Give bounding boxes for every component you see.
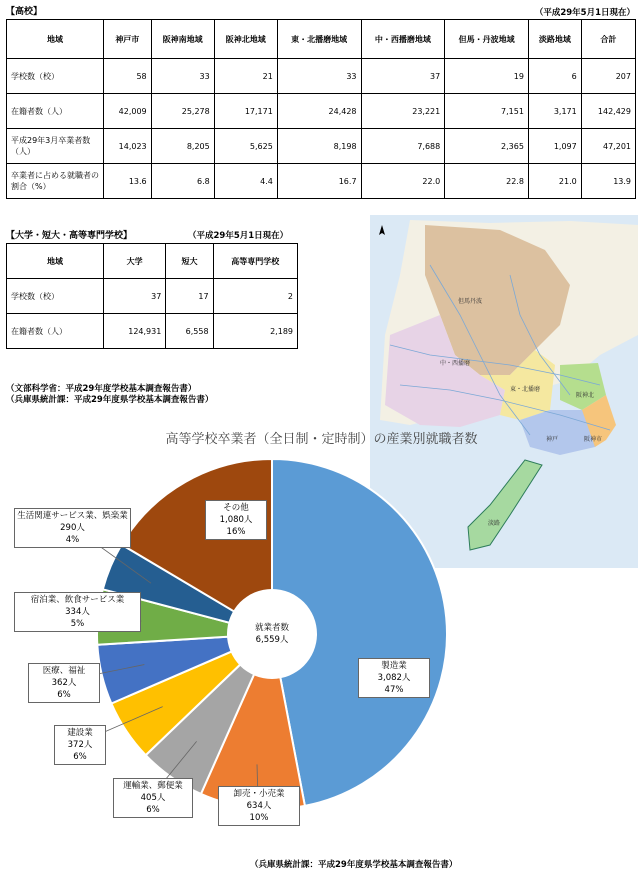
hs-cell: 13.6 [104,164,152,199]
slice-name: その他 [223,503,249,513]
slice-value: 334人 [65,607,90,617]
slice-value: 290人 [60,523,85,533]
hs-cell: 6.8 [151,164,214,199]
hs-cell: 14,023 [104,129,152,164]
hs-cell: 25,278 [151,94,214,129]
source-note: （文部科学省：平成29年度学校基本調査報告書） [6,384,197,394]
uni-row-label: 在籍者数（人） [7,314,104,349]
hs-heading: 【高校】 [6,7,43,17]
center-label: 就業者数 [254,623,289,633]
source-credit: （兵庫県統計課：平成29年度県学校基本調査報告書） [250,860,458,870]
chart-title: 高等学校卒業者（全日制・定時制）の産業別就職者数 [165,432,478,447]
hs-cell: 33 [151,59,214,94]
hs-cell: 17,171 [214,94,277,129]
hs-cell: 47,201 [581,129,635,164]
slice-label [28,663,100,703]
hs-cell: 13.9 [581,164,635,199]
slice-value: 3,082人 [377,673,411,683]
hs-header-cell: 中・西播磨地域 [361,20,445,59]
slice-label [113,778,193,818]
hs-header-cell: 但馬・丹波地域 [445,20,529,59]
slice-name: 建設業 [67,728,93,738]
hs-cell: 207 [581,59,635,94]
map-label: 中・西播磨 [440,360,471,367]
map-label: 東・北播磨 [510,386,541,393]
slice-percent: 5% [70,619,85,629]
hs-header-cell: 合計 [581,20,635,59]
hs-cell: 5,625 [214,129,277,164]
slice-name: 卸売・小売業 [233,789,285,799]
hs-cell: 21 [214,59,277,94]
slice-name: 宿泊業、飲食サービス業 [30,595,125,605]
hs-cell: 22.0 [361,164,445,199]
slice-label [54,725,106,765]
slice-label [358,658,430,698]
hs-cell: 16.7 [277,164,361,199]
slice-percent: 10% [249,813,269,823]
uni-header-cell: 高等専門学校 [213,244,297,279]
map-label: 阪神市 [584,436,603,443]
uni-cell: 17 [166,279,213,314]
uni-header-cell: 短大 [166,244,213,279]
hs-cell: 19 [445,59,529,94]
hs-header-cell: 神戸市 [104,20,152,59]
uni-cell: 37 [104,279,166,314]
slice-percent: 47% [384,685,404,695]
slice-value: 362人 [51,678,77,688]
hs-header-cell: 地域 [7,20,104,59]
slice-value: 372人 [67,740,93,750]
slice-value: 405人 [140,793,166,803]
uni-cell: 124,931 [104,314,166,349]
hs-cell: 23,221 [361,94,445,129]
hs-header-cell: 阪神南地域 [151,20,214,59]
hs-cell: 24,428 [277,94,361,129]
hs-cell: 1,097 [528,129,581,164]
map-label: 淡路 [488,520,501,527]
slice-percent: 6% [57,690,71,700]
hs-header-cell: 阪神北地域 [214,20,277,59]
hs-row-label: 在籍者数（人） [7,94,104,129]
uni-row-label: 学校数（校） [7,279,104,314]
slice-percent: 4% [65,535,80,545]
slice-name: 生活関連サービス業、娯楽業 [17,511,128,521]
uni-heading: 【大学・短大・高等専門学校】 [6,231,133,241]
hs-row-label: 学校数（校） [7,59,104,94]
slice-name: 運輸業、郵便業 [123,781,183,791]
slice-label [14,508,131,548]
hs-header-cell: 東・北播磨地域 [277,20,361,59]
uni-cell: 2 [213,279,297,314]
hs-cell: 7,688 [361,129,445,164]
uni-cell: 6,558 [166,314,213,349]
slice-value: 634人 [246,801,272,811]
hs-cell: 4.4 [214,164,277,199]
hs-cell: 7,151 [445,94,529,129]
map-label: 神戸 [546,436,559,443]
uni-header-cell: 大学 [104,244,166,279]
slice-percent: 16% [226,527,246,537]
hs-cell: 8,198 [277,129,361,164]
hs-header-cell: 淡路地域 [528,20,581,59]
hs-row-label: 平成29年3月卒業者数（人） [7,129,104,164]
center-label-box [232,622,312,646]
slice-label [14,592,141,632]
hs-cell: 42,009 [104,94,152,129]
hs-date: （平成29年5月1日現在） [534,8,635,18]
slice-percent: 6% [73,752,87,762]
slice-name: 製造業 [381,661,407,671]
slice-percent: 6% [146,805,160,815]
uni-cell: 2,189 [213,314,297,349]
hs-cell: 2,365 [445,129,529,164]
slice-value: 1,080人 [219,515,253,525]
hs-cell: 22.8 [445,164,529,199]
hs-cell: 37 [361,59,445,94]
hs-cell: 3,171 [528,94,581,129]
center-value: 6,559人 [255,635,289,645]
slice-name: 医療、福祉 [42,666,86,676]
hs-cell: 21.0 [528,164,581,199]
uni-date: （平成29年5月1日現在） [188,231,289,241]
source-note: （兵庫県統計課：平成29年度県学校基本調査報告書） [6,395,214,405]
uni-header-cell: 地域 [7,244,104,279]
map-label: 但馬丹波 [458,298,483,305]
hs-cell: 6 [528,59,581,94]
hs-cell: 8,205 [151,129,214,164]
hs-cell: 33 [277,59,361,94]
hs-cell: 58 [104,59,152,94]
hs-cell: 142,429 [581,94,635,129]
map-label: 阪神北 [576,392,595,399]
slice-label [205,500,267,540]
hs-row-label: 卒業者に占める就職者の割合（%） [7,164,104,199]
slice-label [218,786,300,826]
